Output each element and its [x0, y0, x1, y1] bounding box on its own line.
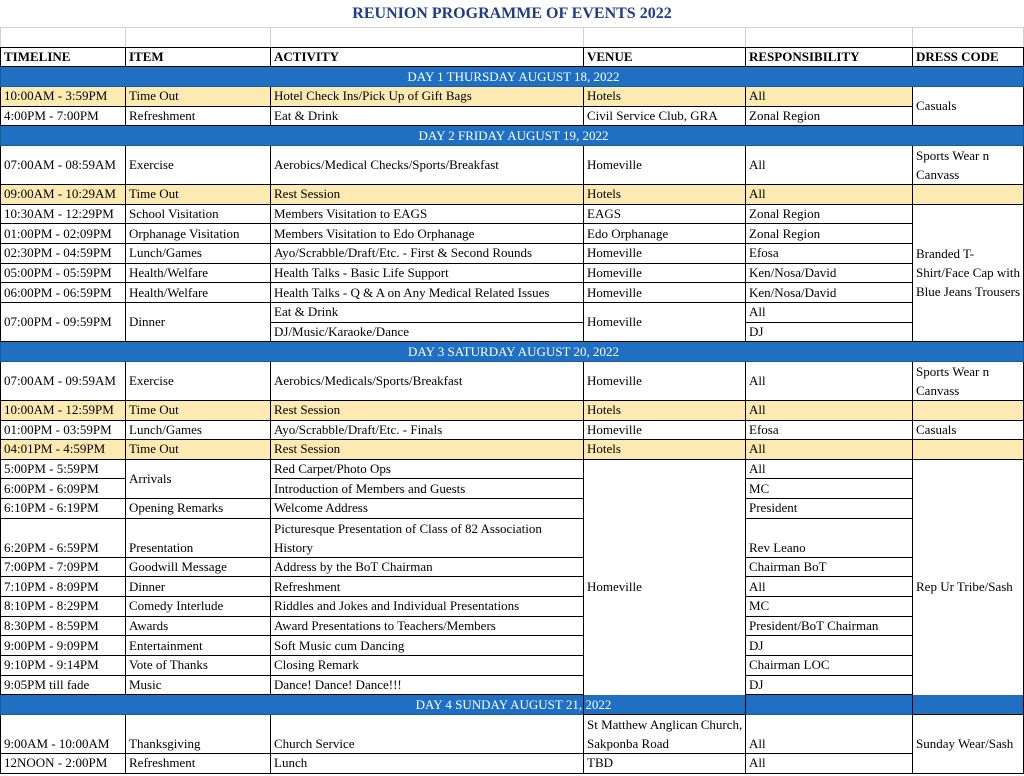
table-row	[1, 263, 1024, 283]
cell-time: 5:00PM - 5:59PM	[1, 459, 126, 479]
cell-activity: Ayo/Scrabble/Draft/Etc. - Finals	[271, 420, 584, 440]
table-row	[1, 656, 1024, 676]
cell-responsibility: DJ	[746, 322, 913, 342]
cell-responsibility: All	[746, 440, 913, 460]
cell-time: 02:30PM - 04:59PM	[1, 243, 126, 263]
table-row	[1, 86, 1024, 106]
cell-venue: Homeville	[584, 243, 746, 263]
cell-activity: Rest Session	[271, 440, 584, 460]
cell-time: 12NOON - 2:00PM	[1, 754, 126, 774]
cell-venue: Homeville	[584, 283, 746, 303]
cell-item: Lunch/Games	[126, 420, 271, 440]
cell-time: 07:00AM - 09:59AM	[1, 361, 126, 400]
table-row	[1, 302, 1024, 322]
table-row	[1, 597, 1024, 617]
table-row	[1, 499, 1024, 519]
cell-venue: St Matthew Anglican Church, Sakponba Road	[584, 715, 746, 754]
cell-item: Goodwill Message	[126, 557, 271, 577]
cell-activity: Introduction of Members and Guests	[271, 479, 584, 499]
cell-venue: Hotels	[584, 440, 746, 460]
cell-activity: Health Talks - Q & A on Any Medical Related Issues	[271, 283, 584, 303]
cell-time: 9:00PM - 9:09PM	[1, 636, 126, 656]
cell-item: Time Out	[126, 184, 271, 204]
header-timeline: TIMELINE	[1, 47, 126, 67]
cell-venue: Homeville	[584, 145, 746, 184]
cell-item: Refreshment	[126, 754, 271, 774]
cell-time: 6:20PM - 6:59PM	[1, 518, 126, 557]
cell-responsibility: President	[746, 499, 913, 519]
cell-activity: Health Talks - Basic Life Support	[271, 263, 584, 283]
cell-time: 4:00PM - 7:00PM	[1, 106, 126, 126]
cell-item: Dinner	[126, 302, 271, 341]
cell-activity: Aerobics/Medicals/Sports/Breakfast	[271, 361, 584, 400]
cell-activity: Riddles and Jokes and Individual Presentations	[271, 597, 584, 617]
cell-activity: Closing Remark	[271, 656, 584, 676]
cell-activity: Red Carpet/Photo Ops	[271, 459, 584, 479]
cell-time: 09:00AM - 10:29AM	[1, 184, 126, 204]
cell-dress-code	[913, 184, 1024, 204]
table-row	[1, 616, 1024, 636]
table-row	[1, 440, 1024, 460]
cell-item: Orphanage Visitation	[126, 224, 271, 244]
cell-time: 8:10PM - 8:29PM	[1, 597, 126, 617]
cell-responsibility: All	[746, 459, 913, 479]
cell-dress-code: Sports Wear n Canvass	[913, 361, 1024, 400]
cell-responsibility: MC	[746, 479, 913, 499]
header-item: ITEM	[126, 47, 271, 67]
header-activity: ACTIVITY	[271, 47, 584, 67]
cell-responsibility: All	[746, 577, 913, 597]
cell-time: 6:00PM - 6:09PM	[1, 479, 126, 499]
table-row	[1, 577, 1024, 597]
cell-venue: Homeville	[584, 263, 746, 283]
cell-responsibility: Zonal Region	[746, 106, 913, 126]
programme-table	[0, 27, 1024, 774]
cell-responsibility: All	[746, 361, 913, 400]
cell-dress-code: Casuals	[913, 420, 1024, 440]
cell-item: Exercise	[126, 361, 271, 400]
cell-activity: Hotel Check Ins/Pick Up of Gift Bags	[271, 86, 584, 106]
cell-responsibility: Efosa	[746, 420, 913, 440]
cell-activity: Aerobics/Medical Checks/Sports/Breakfast	[271, 145, 584, 184]
cell-responsibility: All	[746, 754, 913, 774]
cell-activity: Address by the BoT Chairman	[271, 557, 584, 577]
table-row	[1, 145, 1024, 184]
cell-item: Comedy Interlude	[126, 597, 271, 617]
cell-time: 8:30PM - 8:59PM	[1, 616, 126, 636]
cell-item: Vote of Thanks	[126, 656, 271, 676]
cell-dress-code	[913, 440, 1024, 460]
cell-item: Exercise	[126, 145, 271, 184]
cell-venue: Hotels	[584, 86, 746, 106]
cell-responsibility: Rev Leano	[746, 518, 913, 557]
table-row	[1, 400, 1024, 420]
cell-activity: Dance! Dance! Dance!!!	[271, 675, 584, 695]
table-row	[1, 243, 1024, 263]
cell-item: Entertainment	[126, 636, 271, 656]
table-row	[1, 754, 1024, 774]
cell-time: 01:00PM - 02:09PM	[1, 224, 126, 244]
cell-venue: Edo Orphanage	[584, 224, 746, 244]
day-band	[1, 126, 1024, 146]
cell-time: 9:10PM - 9:14PM	[1, 656, 126, 676]
spacer-row	[1, 28, 1024, 48]
cell-responsibility: DJ	[746, 675, 913, 695]
cell-time: 9:05PM till fade	[1, 675, 126, 695]
cell-venue: Homeville	[584, 420, 746, 440]
cell-activity: Eat & Drink	[271, 302, 584, 322]
table-row	[1, 636, 1024, 656]
cell-dress-code: Sunday Wear/Sash	[913, 715, 1024, 774]
cell-time: 07:00AM - 08:59AM	[1, 145, 126, 184]
cell-responsibility: DJ	[746, 636, 913, 656]
cell-item: Opening Remarks	[126, 499, 271, 519]
day1-label: DAY 1 THURSDAY AUGUST 18, 2022	[1, 67, 1024, 87]
cell-responsibility: All	[746, 184, 913, 204]
cell-venue: Hotels	[584, 184, 746, 204]
cell-venue: EAGS	[584, 204, 746, 224]
cell-dress-code: Casuals	[913, 86, 1024, 125]
table-row	[1, 420, 1024, 440]
cell-responsibility: All	[746, 302, 913, 322]
cell-responsibility: President/BoT Chairman	[746, 616, 913, 636]
cell-venue: TBD	[584, 754, 746, 774]
table-row	[1, 204, 1024, 224]
cell-responsibility: All	[746, 145, 913, 184]
cell-activity: Picturesque Presentation of Class of 82 Association History	[271, 518, 584, 557]
cell-time: 7:10PM - 8:09PM	[1, 577, 126, 597]
page-title: REUNION PROGRAMME OF EVENTS 2022	[352, 5, 672, 22]
cell-item: Dinner	[126, 577, 271, 597]
table-row	[1, 361, 1024, 400]
cell-responsibility: Chairman LOC	[746, 656, 913, 676]
cell-venue: Homeville	[584, 459, 746, 714]
cell-activity: Rest Session	[271, 400, 584, 420]
cell-item: School Visitation	[126, 204, 271, 224]
cell-responsibility: Chairman BoT	[746, 557, 913, 577]
cell-activity: Members Visitation to EAGS	[271, 204, 584, 224]
cell-responsibility: Zonal Region	[746, 224, 913, 244]
cell-item: Time Out	[126, 86, 271, 106]
cell-time: 9:00AM - 10:00AM	[1, 715, 126, 754]
cell-activity: Eat & Drink	[271, 106, 584, 126]
cell-item: Time Out	[126, 440, 271, 460]
cell-item: Thanksgiving	[126, 715, 271, 754]
header-venue: VENUE	[584, 47, 746, 67]
cell-responsibility: Efosa	[746, 243, 913, 263]
cell-item: Music	[126, 675, 271, 695]
header-dress-code: DRESS CODE	[913, 47, 1024, 67]
day-band	[1, 67, 1024, 87]
cell-activity: Members Visitation to Edo Orphanage	[271, 224, 584, 244]
table-row	[1, 715, 1024, 754]
cell-activity: Refreshment	[271, 577, 584, 597]
cell-activity: Ayo/Scrabble/Draft/Etc. - First & Second Rounds	[271, 243, 584, 263]
cell-dress-code: Branded T-Shirt/Face Cap with Blue Jeans Trousers	[913, 204, 1024, 342]
cell-item: Refreshment	[126, 106, 271, 126]
day3-label: DAY 3 SATURDAY AUGUST 20, 2022	[1, 342, 1024, 362]
cell-responsibility: Zonal Region	[746, 204, 913, 224]
cell-activity: Church Service	[271, 715, 584, 754]
day2-label: DAY 2 FRIDAY AUGUST 19, 2022	[1, 126, 1024, 146]
cell-item: Arrivals	[126, 459, 271, 498]
cell-item: Presentation	[126, 518, 271, 557]
cell-item: Lunch/Games	[126, 243, 271, 263]
cell-dress-code: Sports Wear n Canvass	[913, 145, 1024, 184]
cell-activity: Award Presentations to Teachers/Members	[271, 616, 584, 636]
cell-time: 06:00PM - 06:59PM	[1, 283, 126, 303]
cell-responsibility: All	[746, 400, 913, 420]
table-row	[1, 283, 1024, 303]
cell-responsibility: Ken/Nosa/David	[746, 283, 913, 303]
cell-responsibility: MC	[746, 597, 913, 617]
cell-item: Awards	[126, 616, 271, 636]
cell-time: 01:00PM - 03:59PM	[1, 420, 126, 440]
cell-dress-code	[913, 400, 1024, 420]
cell-activity: DJ/Music/Karaoke/Dance	[271, 322, 584, 342]
cell-time: 04:01PM - 4:59PM	[1, 440, 126, 460]
table-row	[1, 675, 1024, 695]
cell-venue: Civil Service Club, GRA	[584, 106, 746, 126]
cell-venue: Homeville	[584, 361, 746, 400]
cell-item: Health/Welfare	[126, 283, 271, 303]
header-row	[1, 47, 1024, 67]
cell-activity: Welcome Address	[271, 499, 584, 519]
cell-activity: Rest Session	[271, 184, 584, 204]
day-band	[1, 695, 1024, 715]
cell-responsibility: Ken/Nosa/David	[746, 263, 913, 283]
cell-responsibility: All	[746, 86, 913, 106]
header-responsibility: RESPONSIBILITY	[746, 47, 913, 67]
cell-item: Health/Welfare	[126, 263, 271, 283]
cell-venue: Homeville	[584, 302, 746, 341]
table-row	[1, 557, 1024, 577]
cell-time: 7:00PM - 7:09PM	[1, 557, 126, 577]
cell-time: 10:30AM - 12:29PM	[1, 204, 126, 224]
cell-activity: Soft Music cum Dancing	[271, 636, 584, 656]
table-row	[1, 184, 1024, 204]
cell-time: 07:00PM - 09:59PM	[1, 302, 126, 341]
cell-venue: Hotels	[584, 400, 746, 420]
cell-dress-code: Rep Ur Tribe/Sash	[913, 459, 1024, 714]
table-row	[1, 459, 1024, 479]
day4-label: DAY 4 SUNDAY AUGUST 21, 2022	[1, 695, 1024, 715]
day-band	[1, 342, 1024, 362]
cell-responsibility: All	[746, 715, 913, 754]
cell-time: 6:10PM - 6:19PM	[1, 499, 126, 519]
table-row	[1, 106, 1024, 126]
table-row	[1, 224, 1024, 244]
cell-activity: Lunch	[271, 754, 584, 774]
cell-item: Time Out	[126, 400, 271, 420]
cell-time: 10:00AM - 12:59PM	[1, 400, 126, 420]
table-row	[1, 518, 1024, 557]
cell-time: 10:00AM - 3:59PM	[1, 86, 126, 106]
cell-time: 05:00PM - 05:59PM	[1, 263, 126, 283]
